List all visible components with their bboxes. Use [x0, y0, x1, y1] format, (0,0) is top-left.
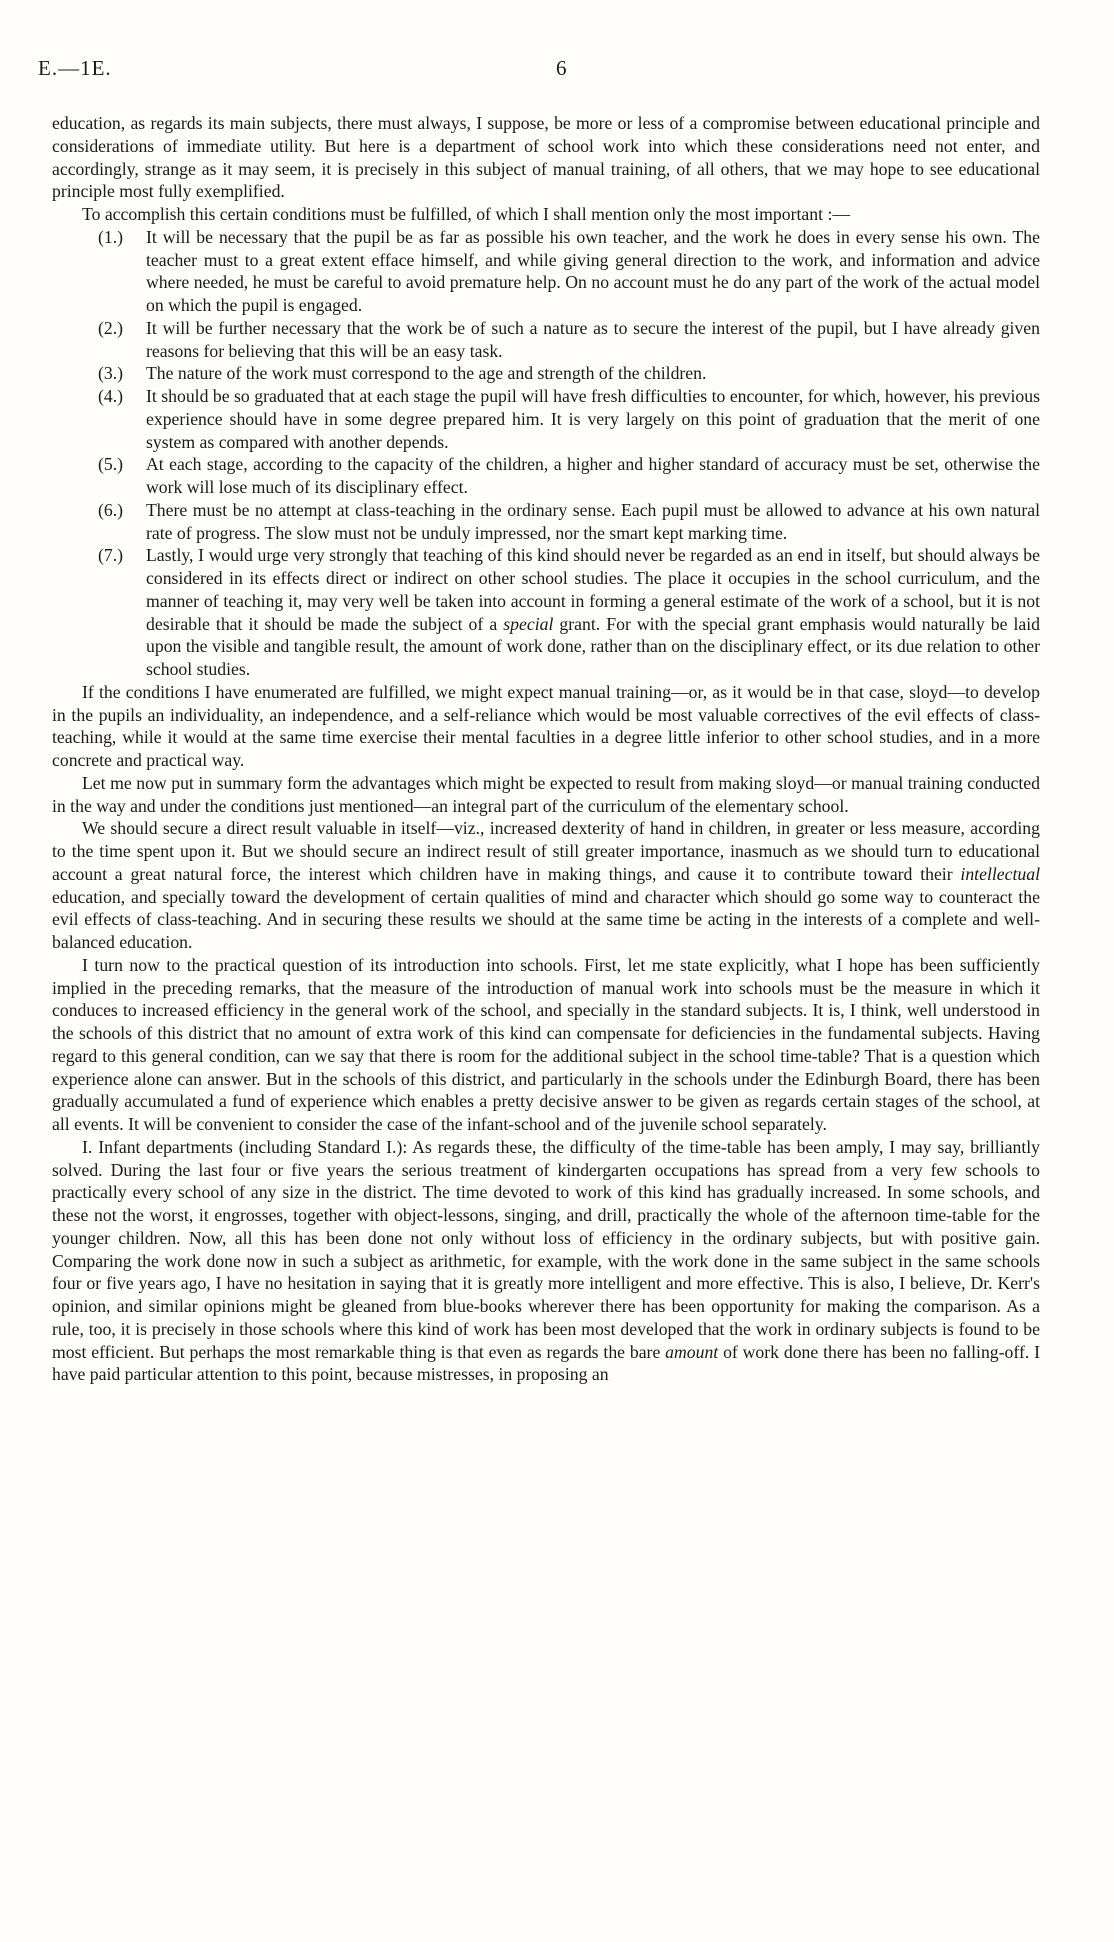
list-text: It should be so graduated that at each stage the pupil will have fresh difficulties to encounter, for which, however, his previous experience should have in some degree prepared him. It is very largely on this point of graduation that the merit of one system as compared with another depends.	[146, 386, 1040, 452]
list-text-continued: grant. For with the special grant emphasis would naturally be laid upon the visible and tangible result, the amount of work done, rather than on the disciplinary effect, or its due relation to other school studies.	[146, 613, 1041, 679]
list-number: (7.)	[98, 545, 124, 566]
list-item	[52, 499, 1040, 545]
body-text	[52, 112, 1040, 1386]
paragraph-secure	[52, 817, 1040, 954]
list-text: At each stage, according to the capacity of the children, a higher and higher standard of accuracy must be set, otherwise the work will lose much of its disciplinary effect.	[146, 454, 1040, 497]
list-number: (6.)	[98, 499, 124, 520]
list-text: Lastly, I would urge very strongly that teaching of this kind should never be regarded as an end in itself, but should always be considered in its effects direct or indirect on other school studies. The place it occupies in the school curriculum, and the manner of teaching it, may very well be taken into account in forming a general estimate of the work of a school, but it is not desirable that it should be made the subject of a	[146, 545, 1040, 634]
text-run: I. Infant departments (including Standard I.): As regards these, the difficulty of the time-table has been amply, I may say, brilliantly solved. During the last four or five years the serious treatment of kindergarten occupations has spread from a very few schools to practically every school of any size in the district. The time devoted to work of this kind has gradually increased. In some schools, and these not the worst, it engrosses, together with object-lessons, singing, and drill, practically the whole of the afternoon time-table for the younger children. Now, all this has been done not only without loss of efficiency in the ordinary subjects, but with positive gain. Comparing the work done now in such a subject as arithmetic, for example, with the work done in the same subject in the same schools four or five years ago, I have no hesitation in saying that it is greatly more intelligent and more effective. This is also, I believe, Dr. Kerr's opinion, and similar opinions might be gleaned from blue-books wherever there has been opportunity for making the comparison. As a rule, too, it is precisely in those schools where this kind of work has been most developed that the work in ordinary subjects is found to be most efficient. But perhaps the most remarkable thing is that even as regards the bare	[52, 1136, 1040, 1362]
text-run: education, and specially toward the development of certain qualities of mind and character which should go some way to counteract the evil effects of class-teaching. And in securing these results we should at the same time be acting in the interests of a complete and well-balanced education.	[52, 886, 1040, 952]
list-item	[52, 226, 1040, 317]
page-number: 6	[556, 56, 567, 80]
emphasis-intellectual: intellectual	[960, 863, 1040, 884]
paragraph-summary: Let me now put in summary form the advantages which might be expected to result from making sloyd—or manual training conducted in the way and under the conditions just mentioned—an integral part of the curriculum of the elementary school.	[52, 772, 1040, 816]
list-text: There must be no attempt at class-teaching in the ordinary sense. Each pupil must be allowed to advance at his own natural rate of progress. The slow must not be unduly impressed, nor the smart kept marking time.	[146, 499, 1040, 543]
list-number: (3.)	[98, 363, 124, 384]
page-header	[38, 56, 1074, 86]
conditions-list	[52, 226, 1040, 681]
list-text: It will be necessary that the pupil be as far as possible his own teacher, and the work he does in every sense his own. The teacher must to a great extent efface himself, and while giving general direction to the work, and information and advice where needed, he must be careful to avoid premature help. On no account must he do any part of the work of the actual model on which the pupil is engaged.	[146, 226, 1040, 315]
list-number: (5.)	[98, 454, 124, 475]
list-item	[52, 544, 1040, 681]
list-item	[52, 385, 1040, 453]
document-reference: E.—1E.	[38, 56, 112, 80]
list-item	[52, 362, 1040, 385]
list-item	[52, 317, 1040, 363]
emphasis-special: special	[503, 613, 554, 634]
paragraph-infant	[52, 1136, 1040, 1386]
list-text: It will be further necessary that the work be of such a nature as to secure the interest of the pupil, but I have already given reasons for believing that this will be an easy task.	[146, 317, 1040, 361]
list-number: (4.)	[98, 386, 124, 406]
text-run: We should secure a direct result valuable in itself—viz., increased dexterity of hand in children, in greater or less measure, according to the time spent upon it. But we should secure an indirect result of still greater importance, inasmuch as we should turn to educational account a great natural force, the interest which children have in making things, and cause it to contribute toward their	[52, 818, 1040, 884]
list-item	[52, 453, 1040, 499]
paragraph-intro: education, as regards its main subjects, there must always, I suppose, be more or less of a compromise between educational principle and considerations of immediate utility. But here is a department of school work into which these considerations need not enter, and accordingly, strange as it may seem, it is precisely in this subject of manual training, of all others, that we may hope to see educational principle most fully exemplified.	[52, 113, 1040, 202]
emphasis-amount: amount	[665, 1341, 719, 1362]
list-text: The nature of the work must correspond to the age and strength of the children.	[146, 363, 707, 384]
paragraph-sloyd: If the conditions I have enumerated are fulfilled, we might expect manual training—or, as it would be in that case, sloyd—to develop in the pupils an individuality, an independence, and a self-reliance which would be most valuable correctives of the evil effects of class-teaching, while it would at the same time exercise their mental faculties in a degree little inferior to other school studies, and in a more concrete and practical way.	[52, 681, 1040, 770]
list-number: (1.)	[98, 226, 124, 247]
text-run: of work done there has been no falling-off. I have paid particular attention to this point, because mistresses, in proposing an	[52, 1341, 1040, 1385]
list-number: (2.)	[98, 317, 124, 338]
paragraph-practical: I turn now to the practical question of its introduction into schools. First, let me state explicitly, what I hope has been sufficiently implied in the preceding remarks, that the measure of the introduction of manual work into schools must be the measure in which it conduces to increased efficiency in the general work of the school, and specially in the standard subjects. It is, I think, well understood in the schools of this district that no amount of extra work of this kind can compensate for deficiencies in the fundamental subjects. Having regard to this general condition, can we say that there is room for the additional subject in the school time-table? That is a question which experience alone can answer. But in the schools of this district, and particularly in the schools under the Edinburgh Board, there has been gradually accumulated a fund of experience which enables a pretty decisive answer to be given as regards certain stages of the school, at all events. It will be convenient to consider the case of the infant-school and of the juvenile school separately.	[52, 954, 1040, 1134]
paragraph-conditions: To accomplish this certain conditions must be fulfilled, of which I shall mention only the most important :—	[82, 204, 851, 224]
